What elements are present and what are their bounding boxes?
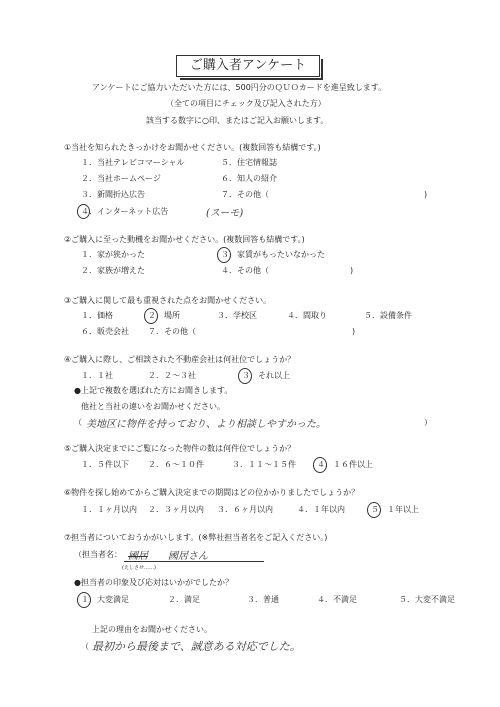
q7-answer-circle — [77, 592, 91, 608]
q5-question: ⑤ご購入決定までにご覧になった物件の数は何件位でしょうか？ — [64, 444, 296, 453]
q4-question: ④ご購入に際し、ご相談された不動産会社は何社位でしょうか？ — [64, 355, 296, 364]
q7-option-4[interactable]: ４．不満足 — [317, 595, 357, 604]
q3-option-7[interactable]: ７．その他（ — [148, 327, 196, 336]
q5-option-3[interactable]: ３．１１～１５件 — [232, 460, 296, 469]
q4-open-paren: （ — [74, 418, 82, 427]
q1-answer-circle — [77, 204, 90, 219]
q1-handwritten-answer: (スーモ) — [206, 208, 244, 219]
q7-question: ⑦担当者についておうかがいします。(※弊社担当者名をご記入ください。) — [64, 533, 328, 542]
q1-question: ①当社を知られたきっかけをお聞かせください。(複数回答も結構です。) — [64, 143, 321, 152]
q1-option-5[interactable]: ５．住宅情報誌 — [221, 158, 277, 167]
q2-option-4[interactable]: ４．その他（ — [221, 266, 269, 275]
q3-answer-circle — [144, 308, 158, 324]
q6-option-4[interactable]: ４．１年以内 — [297, 505, 345, 514]
q4-answer-circle — [238, 368, 252, 384]
q7-name-underline — [124, 561, 264, 562]
q7-option-3[interactable]: ３．普通 — [247, 595, 279, 604]
q3-option-1[interactable]: １．価格 — [81, 311, 113, 320]
q7-option-1[interactable]: １．大変満足 — [81, 595, 129, 604]
q4-handwritten-answer: 美地区に物件を持っており、より相談しやすかった。 — [86, 419, 326, 430]
q4-option-2[interactable]: ２．２～３社 — [148, 371, 196, 380]
q1-option-7-close: ) — [424, 190, 428, 199]
survey-title: ご購入者アンケート — [176, 55, 320, 77]
q7-crossed-name: 國居 — [128, 551, 148, 562]
q4-sub-question-1: ●上記で複数を選ばれた方にお聞きします。 — [74, 386, 233, 395]
q7-reason-open-paren: （ — [81, 642, 89, 651]
q6-option-3[interactable]: ３．６ヶ月以内 — [217, 505, 273, 514]
q2-option-3[interactable]: ３．家賃がもったいなかった — [221, 250, 325, 259]
q3-question: ③ご購入に関して最も重視された点をお聞かせください。 — [64, 296, 272, 305]
q5-option-4[interactable]: ４．１６件以上 — [317, 460, 373, 469]
q4-option-1[interactable]: １．１社 — [81, 371, 113, 380]
q7-sub-question: ●担当者の印象及び応対はいかがでしたか？ — [74, 578, 233, 587]
q3-option-4[interactable]: ４．間取り — [287, 311, 327, 320]
q3-option-3[interactable]: ３．学校区 — [217, 311, 257, 320]
q3-option-5[interactable]: ５．設備条件 — [364, 311, 412, 320]
q1-option-3[interactable]: ３．新聞折込広告 — [81, 190, 145, 199]
q6-option-5[interactable]: ５．１年以上 — [371, 505, 419, 514]
q6-option-2[interactable]: ２．３ヶ月以内 — [148, 505, 204, 514]
q2-option-1[interactable]: １．家が狭かった — [81, 250, 145, 259]
q3-option-7-close: ) — [352, 327, 356, 336]
q1-option-2[interactable]: ２．当社ホームページ — [81, 174, 161, 183]
intro-line-1: アンケートにご協力いただいた方には、500円分のＱＵＯカードを進呈致します。 — [92, 83, 387, 92]
q2-answer-circle — [217, 247, 231, 263]
q5-option-1[interactable]: １．５件以下 — [81, 460, 129, 469]
q7-option-2[interactable]: ２．満足 — [168, 595, 200, 604]
q4-option-3[interactable]: ３．それ以上 — [242, 371, 290, 380]
q2-question: ②ご購入に至った動機をお聞かせください。(複数回答も結構です。) — [64, 235, 305, 244]
intro-line-3: 該当する数字に○印、またはご記入お願いします。 — [146, 116, 329, 125]
q5-answer-circle — [313, 457, 327, 473]
q4-close-paren: ） — [424, 418, 432, 427]
q6-option-1[interactable]: １．１ヶ月以内 — [81, 505, 137, 514]
q6-answer-circle — [367, 502, 381, 518]
q5-option-2[interactable]: ２．６～１０件 — [148, 460, 204, 469]
q7-name-label: （担当者名： — [74, 550, 122, 559]
q3-option-2[interactable]: ２．場所 — [148, 311, 180, 320]
q2-option-4-close: ) — [350, 266, 354, 275]
q6-question: ⑥物件を探し始めてからご購入決定までの期間はどの位かかりましたでしょうか？ — [64, 488, 360, 497]
q1-option-4[interactable]: ４．インターネット広告 — [81, 207, 169, 216]
q3-option-6[interactable]: ６．販売会社 — [81, 327, 129, 336]
q4-sub-question-2: 他社と当社の違いをお聞かせください。 — [81, 402, 225, 411]
q1-option-1[interactable]: １．当社テレビコマーシャル — [81, 158, 185, 167]
q2-option-2[interactable]: ２．家族が増えた — [81, 266, 145, 275]
intro-line-2: （全ての項目にチェック及び記入された方） — [166, 99, 326, 108]
q1-option-6[interactable]: ６．知人の紹介 — [221, 174, 277, 183]
q1-option-7[interactable]: ７．その他（ — [221, 190, 269, 199]
q7-name-reading: (えしさせ……) — [122, 565, 156, 571]
q7-handwritten-reason: 最初から最後まで、誠意ある対応でした。 — [92, 640, 301, 653]
q7-reason-label: 上記の理由をお聞かせください。 — [92, 625, 212, 634]
q7-option-5[interactable]: ５．大変不満足 — [399, 595, 455, 604]
q7-handwritten-name: 國居さん — [168, 551, 208, 562]
